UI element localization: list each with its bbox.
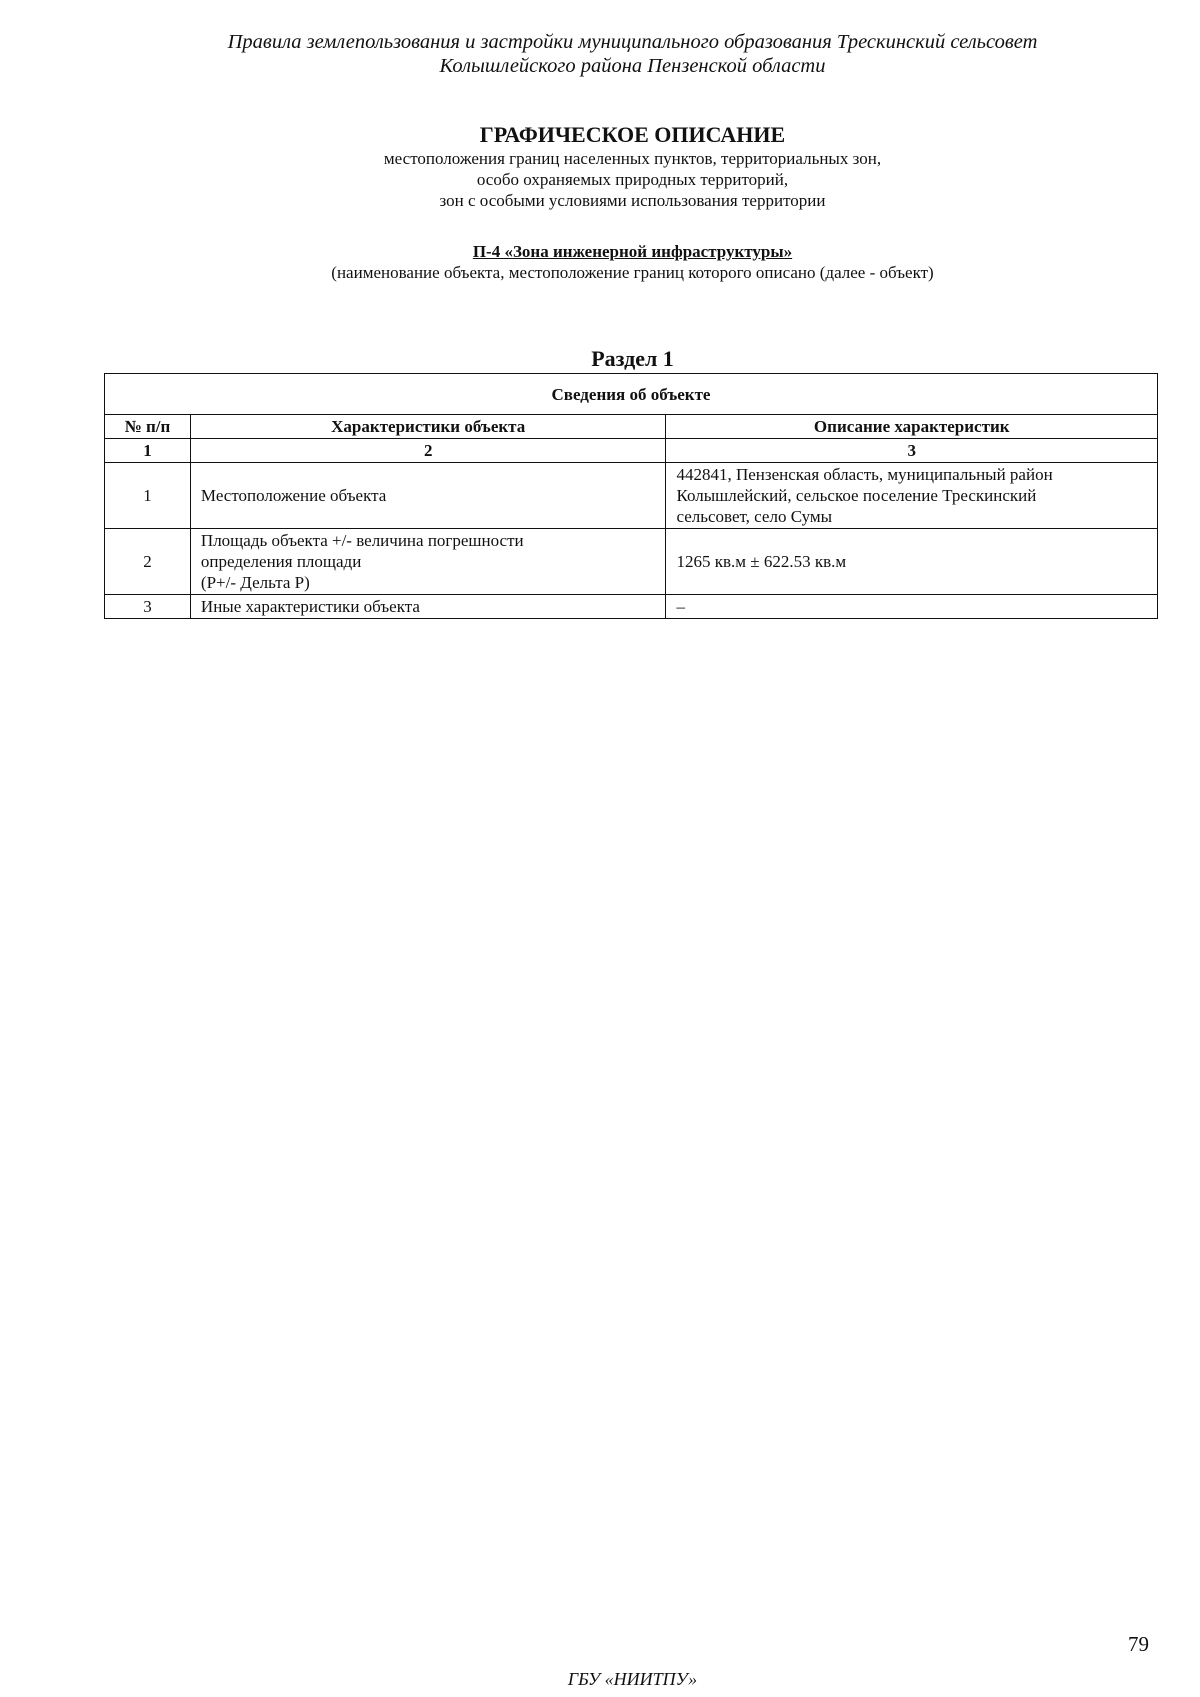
object-info-table <box>104 373 1158 619</box>
object-caption: (наименование объекта, местоположение границ которого описано (далее - объект) <box>331 263 934 282</box>
row-characteristic-line: определения площади <box>200 552 362 571</box>
table-header-row <box>105 415 1158 439</box>
table-caption-row <box>105 374 1158 415</box>
table-caption: Сведения об объекте <box>105 374 1158 415</box>
row-description-line: Колышлейский, сельское поселение Трескинский <box>676 486 1037 505</box>
page-number: 79 <box>1128 1632 1149 1656</box>
row-characteristic-line: (P+/- Дельта P) <box>200 573 310 592</box>
row-description <box>666 595 1158 619</box>
document-subtitle-line-3: зон с особыми условиями использования территории <box>439 191 826 210</box>
object-block <box>0 242 1200 283</box>
row-characteristic <box>190 595 666 619</box>
table-row <box>105 529 1158 595</box>
column-header-number: № п/п <box>105 415 191 439</box>
document-subtitle-line-1: местоположения границ населенных пунктов, территориальных зон, <box>383 149 882 168</box>
document-subtitle-line-2: особо охраняемых природных территорий, <box>476 170 789 189</box>
header-line-2: Колышлейского района Пензенской области <box>439 55 826 77</box>
row-characteristic-line: Площадь объекта +/- величина погрешности <box>200 531 524 550</box>
row-number: 1 <box>105 463 191 529</box>
column-number-3: 3 <box>666 439 1158 463</box>
document-title: ГРАФИЧЕСКОЕ ОПИСАНИЕ <box>479 122 786 147</box>
column-number-1: 1 <box>105 439 191 463</box>
header-line-1: Правила землепользования и застройки муниципального образования Трескинский сельсовет <box>227 31 1038 53</box>
section-title: Раздел 1 <box>591 346 674 371</box>
row-description-line: сельсовет, село Сумы <box>676 507 833 526</box>
document-header <box>0 30 1200 78</box>
row-characteristic-line: Иные характеристики объекта <box>200 597 420 616</box>
row-characteristic <box>190 529 666 595</box>
row-number: 2 <box>105 529 191 595</box>
table-row <box>105 595 1158 619</box>
column-header-description: Описание характеристик <box>666 415 1158 439</box>
row-description-line: – <box>676 597 685 616</box>
row-description-line: 1265 кв.м ± 622.53 кв.м <box>676 552 847 571</box>
object-name: П-4 «Зона инженерной инфраструктуры» <box>472 242 793 261</box>
footer-organization: ГБУ «НИИТПУ» <box>567 1669 698 1689</box>
table-numbering-row <box>105 439 1158 463</box>
row-description <box>666 529 1158 595</box>
row-number: 3 <box>105 595 191 619</box>
column-header-characteristic: Характеристики объекта <box>190 415 666 439</box>
title-block <box>0 122 1200 211</box>
row-characteristic <box>190 463 666 529</box>
row-description-line: 442841, Пензенская область, муниципальный район <box>676 465 1053 484</box>
row-description <box>666 463 1158 529</box>
row-characteristic-line: Местоположение объекта <box>200 486 387 505</box>
column-number-2: 2 <box>190 439 666 463</box>
table-row <box>105 463 1158 529</box>
